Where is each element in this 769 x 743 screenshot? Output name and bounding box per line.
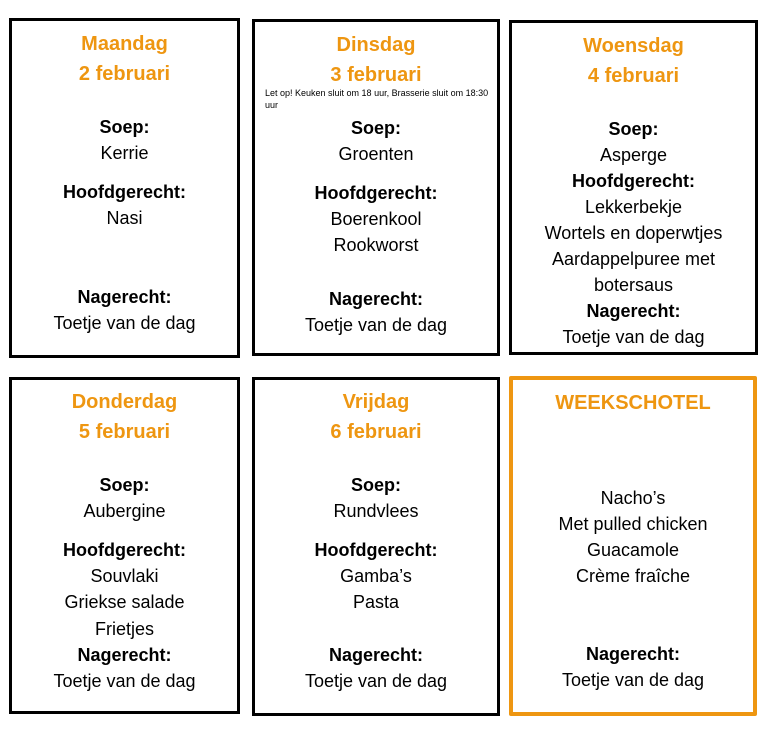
soup-label: Soep: <box>350 475 401 495</box>
day-name: Woensdag <box>583 35 684 57</box>
main-item: botersaus <box>593 275 674 295</box>
main-item: Souvlaki <box>90 566 159 586</box>
day-name: Dinsdag <box>336 34 416 56</box>
soup-value: Rundvlees <box>333 501 419 521</box>
day-date: 6 februari <box>330 421 422 443</box>
main-label: Hoofdgerecht: <box>572 171 695 191</box>
dessert-label: Nagerecht: <box>77 287 172 307</box>
main-item: Gamba’s <box>340 566 412 586</box>
day-date: 2 februari <box>78 63 171 85</box>
main-label: Hoofdgerecht: <box>314 183 438 203</box>
soup-value: Kerrie <box>100 143 149 163</box>
day-date: 4 februari <box>587 65 680 87</box>
soup-label: Soep: <box>350 118 401 138</box>
main-item: Rookworst <box>333 235 419 255</box>
soup-label: Soep: <box>99 117 150 137</box>
weekschotel-item: Guacamole <box>586 540 680 560</box>
weekschotel-title: WEEKSCHOTEL <box>555 392 711 414</box>
day-name: Maandag <box>81 33 168 55</box>
day-date: 5 februari <box>78 421 171 443</box>
closing-note: Let op! Keuken sluit om 18 uur, Brasserie sluit om 18:30 uur <box>265 88 489 110</box>
menu-card-tuesday <box>252 19 500 356</box>
soup-label: Soep: <box>99 475 150 495</box>
main-item: Wortels en doperwtjes <box>544 223 723 243</box>
dessert-label: Nagerecht: <box>328 645 424 665</box>
day-name: Vrijdag <box>342 391 410 413</box>
dessert-value: Toetje van de dag <box>304 315 448 335</box>
soup-value: Groenten <box>338 144 414 164</box>
main-label: Hoofdgerecht: <box>63 182 186 202</box>
dessert-label: Nagerecht: <box>586 301 681 321</box>
main-item: Boerenkool <box>330 209 422 229</box>
menu-card-friday <box>252 377 500 716</box>
soup-label: Soep: <box>608 119 659 139</box>
main-item: Lekkerbekje <box>584 197 683 217</box>
dessert-label: Nagerecht: <box>328 289 424 309</box>
main-item: Nasi <box>106 208 143 228</box>
weekschotel-item: Nacho’s <box>600 488 666 508</box>
soup-value: Aubergine <box>83 501 166 521</box>
weekschotel-item: Met pulled chicken <box>558 514 708 534</box>
dessert-value: Toetje van de dag <box>53 313 196 333</box>
menu-card-wednesday <box>509 20 758 355</box>
dessert-label: Nagerecht: <box>77 645 172 665</box>
main-item: Aardappelpuree met <box>551 249 716 269</box>
soup-value: Asperge <box>599 145 668 165</box>
day-name: Donderdag <box>71 391 178 413</box>
dessert-value: Toetje van de dag <box>561 670 705 690</box>
menu-card-monday <box>9 18 240 358</box>
main-label: Hoofdgerecht: <box>314 540 438 560</box>
weekschotel-item: Crème fraîche <box>575 566 691 586</box>
main-item: Pasta <box>352 592 400 612</box>
main-item: Frietjes <box>94 619 154 639</box>
dessert-label: Nagerecht: <box>585 644 681 664</box>
dessert-value: Toetje van de dag <box>562 327 705 347</box>
main-item: Griekse salade <box>64 592 185 612</box>
menu-card-thursday <box>9 377 240 714</box>
day-date: 3 februari <box>330 64 422 86</box>
menu-card-weekschotel <box>509 376 757 716</box>
dessert-value: Toetje van de dag <box>304 671 448 691</box>
main-label: Hoofdgerecht: <box>63 540 186 560</box>
dessert-value: Toetje van de dag <box>53 671 196 691</box>
